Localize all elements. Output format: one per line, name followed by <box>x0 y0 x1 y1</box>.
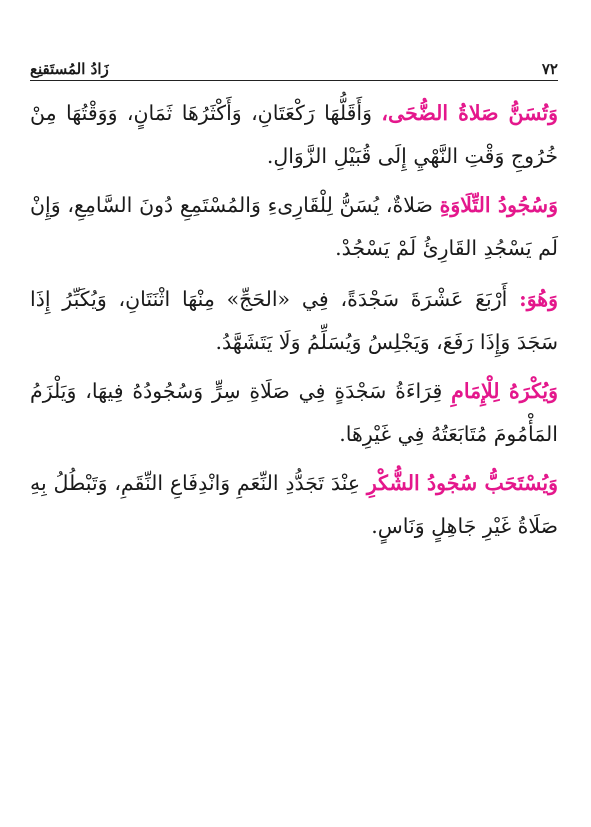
page-number: ٧٢ <box>541 60 558 78</box>
paragraph-text: وَأَقَلُّهَا رَكْعَتَانِ، وَأَكْثَرُهَا ثَمَانٍ، وَوَقْتُهَا مِنْ خُرُوجِ وَقْتِ النَّهْيِ إِلَى قُبَيْلِ الزَّوَالِ. <box>30 101 558 168</box>
paragraph-keyword: وَيُكْرَهُ لِلْإِمَامِ <box>451 379 558 403</box>
paragraph-text: صَلاةٌ، يُسَنُّ لِلْقَارِىءِ وَالمُسْتَمِعِ دُونَ السَّامِعِ، وَإِنْ لَم يَسْجُدِ القَارِئُ لَمْ يَسْجُدْ. <box>30 193 558 260</box>
paragraph-prostration-count <box>30 278 558 364</box>
running-header <box>30 52 558 78</box>
paragraph-keyword: وَسُجُودُ التِّلَاوَةِ <box>439 193 558 217</box>
paragraph-text: أَرْبَعَ عَشْرَةَ سَجْدَةً، فِي «الحَجِّ» مِنْهَا اثْنَتَانِ، وَيُكَبِّرُ إِذَا سَجَدَ وَإِذَا رَفَعَ، وَيَجْلِسُ وَيُسَلِّمُ وَلَا يَتَشَهَّدُ. <box>30 287 558 354</box>
paragraph-keyword: وَيُسْتَحَبُّ سُجُودُ الشُّكْرِ <box>366 471 558 495</box>
header-divider <box>30 80 558 81</box>
book-title: زَادُ المُستَقنِع <box>30 60 109 78</box>
paragraph-keyword: وَتُسَنُّ صَلاةُ الضُّحَى، <box>381 101 559 125</box>
paragraph-keyword: وَهُوَ: <box>519 287 558 311</box>
paragraph-recitation-prostration <box>30 184 558 270</box>
paragraph-text: قِرَاءَةُ سَجْدَةٍ فِي صَلَاةِ سِرٍّ وَسُجُودُهُ فِيهَا، وَيَلْزَمُ المَأْمُومَ مُتَابَعَتُهُ فِي غَيْرِهَا. <box>30 379 558 446</box>
page-body <box>30 92 558 554</box>
paragraph-duha-prayer <box>30 92 558 178</box>
paragraph-text: عِنْدَ تَجَدُّدِ النِّعَمِ وَانْدِفَاعِ النِّقَمِ، وَتَبْطُلُ بِهِ صَلَاةُ غَيْرِ جَاهِلٍ وَنَاسٍ. <box>30 471 558 538</box>
paragraph-imam-disliked <box>30 370 558 456</box>
paragraph-gratitude-prostration <box>30 462 558 548</box>
